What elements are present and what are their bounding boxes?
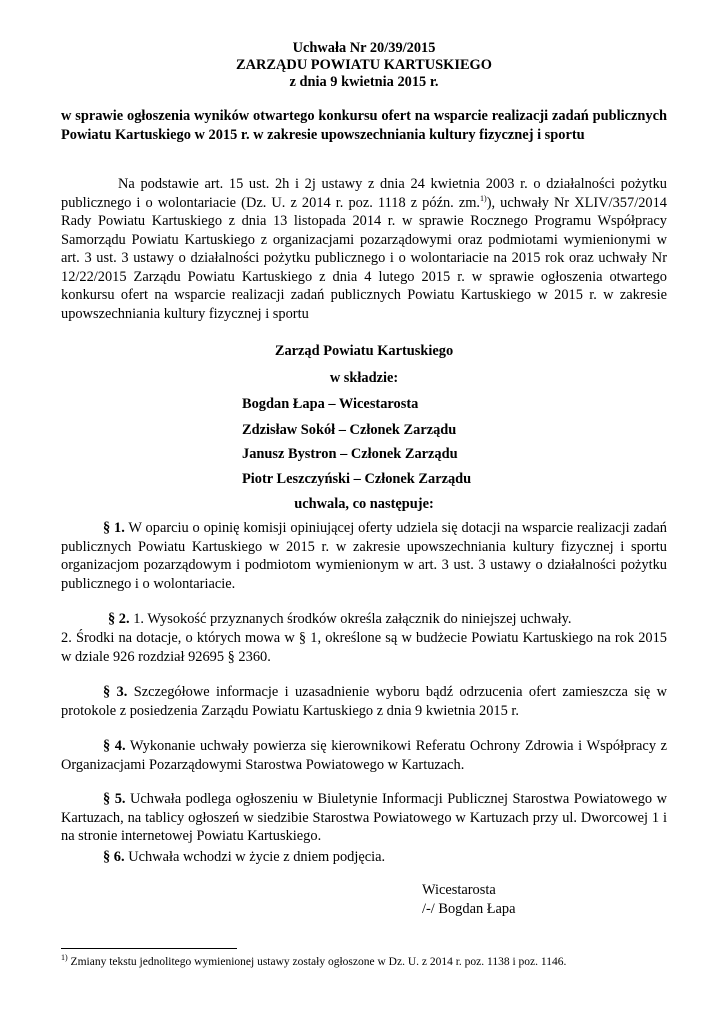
section-4 (61, 737, 667, 774)
board-member: Bogdan Łapa – Wicestarosta (242, 396, 419, 412)
footnote-marker: 1) (61, 953, 68, 963)
section-5 (61, 790, 667, 846)
resolution-number: Uchwała Nr 20/39/2015 (292, 40, 436, 56)
section-text: Uchwała wchodzi w życie z dniem podjęcia. (128, 849, 386, 865)
board-member: Zdzisław Sokół – Członek Zarządu (242, 422, 457, 438)
section-text: Wykonanie uchwały powierza się kierownikowi Referatu Ochrony Zdrowia i Współpracy z Organizacjami Pozarządowymi Starostwa Powiatowego w Kartuzach. (61, 738, 667, 773)
section-symbol: § 3. (103, 684, 128, 700)
legal-basis-part2: ), uchwały Nr XLIV/357/2014 Rady Powiatu Kartuskiego z dnia 13 listopada 2014 r. w sprawie Rocznego Programu Współpracy Samorządu Powiatu Kartuskiego z organizacjami pozarządowymi oraz podmiotami wymienionymi w art. 3 ust. 3 ustawy o działalności pożytku publicznego i o wolontariacie na 2015 rok oraz uchwały Nr 12/22/2015 Zarządu Powiatu Kartuskiego z dnia 4 lutego 2015 r. w sprawie ogłoszenia otwartego konkursu ofert na wsparcie realizacji zadań publicznych Powiatu Kartuskiego w 2015 r. w zakresie upowszechniania kultury fizycznej i sportu (61, 194, 667, 322)
footnote (61, 955, 667, 969)
section-symbol: § 2. (108, 611, 130, 627)
board-composition-label: w składzie: (329, 370, 399, 386)
section-text: Szczegółowe informacje i uzasadnienie wyboru bądź odrzucenia ofert zamieszcza się w protokole z posiedzenia Zarządu Powiatu Kartuskiego z dnia 9 kwietnia 2015 r. (61, 684, 667, 719)
resolves-phrase: uchwala, co następuje: (294, 496, 434, 512)
legal-basis-part1: Na podstawie art. 15 ust. 2h i 2j ustawy z dnia 24 kwietnia 2003 r. o działalności pożytku publicznego i o wolontariacie (Dz. U. z 2014 r. poz. 1118 z późn. zm. (61, 176, 667, 211)
section-1 (61, 519, 667, 593)
legal-basis (61, 175, 667, 323)
section-6 (61, 848, 667, 867)
section-2-point-2: 2. Środki na dotacje, o których mowa w § 1, określone są w budżecie Powiatu Kartuskiego na rok 2015 w dziale 926 rozdział 92695 § 2360. (61, 630, 667, 665)
footnote-reference: 1) (480, 193, 487, 203)
section-text: Uchwała podlega ogłoszeniu w Biuletynie Informacji Publicznej Starostwa Powiatowego w Kartuzach, na tablicy ogłoszeń w siedzibie Starostwa Powiatowego w Kartuzach przy ul. Dworcowej 1 i na stronie internetowej Powiatu Kartuskiego. (61, 791, 667, 844)
section-3 (61, 683, 667, 720)
section-symbol: § 1. (103, 520, 125, 536)
board-member: Piotr Leszczyński – Członek Zarządu (242, 471, 472, 487)
section-text: W oparciu o opinię komisji opiniującej oferty udziela się dotacji na wsparcie realizacji zadań publicznych Powiatu Kartuskiego w 2015 r. w zakresie upowszechniania kultury fizycznej i sportu organizacjom pozarządowym i podmiotom wymienionym w art. 3 ust. 3 ustawy o działalności pożytku publicznego i o wolontariacie. (61, 520, 667, 592)
document-page (61, 0, 667, 1024)
section-symbol: § 5. (103, 791, 126, 807)
resolution-subject: w sprawie ogłoszenia wyników otwartego konkursu ofert na wsparcie realizacji zadań publicznych Powiatu Kartuskiego w 2015 r. w zakresie upowszechniania kultury fizycznej i sportu (61, 108, 667, 143)
section-symbol: § 6. (103, 849, 125, 865)
resolution-date: z dnia 9 kwietnia 2015 r. (289, 74, 439, 90)
signatory-title: Wicestarosta (422, 882, 496, 898)
section-text: 1. Wysokość przyznanych środków określa załącznik do niniejszej uchwały. (133, 611, 572, 627)
issuing-body: ZARZĄDU POWIATU KARTUSKIEGO (236, 57, 492, 73)
signatory-name: /-/ Bogdan Łapa (422, 901, 516, 917)
section-symbol: § 4. (103, 738, 126, 754)
footnote-separator (61, 948, 237, 949)
section-2 (61, 610, 667, 629)
board-name: Zarząd Powiatu Kartuskiego (274, 343, 454, 359)
board-member: Janusz Bystron – Członek Zarządu (242, 446, 458, 462)
footnote-text: Zmiany tekstu jednolitego wymienionej ustawy zostały ogłoszone w Dz. U. z 2014 r. poz. 1138 i poz. 1146. (67, 956, 567, 968)
